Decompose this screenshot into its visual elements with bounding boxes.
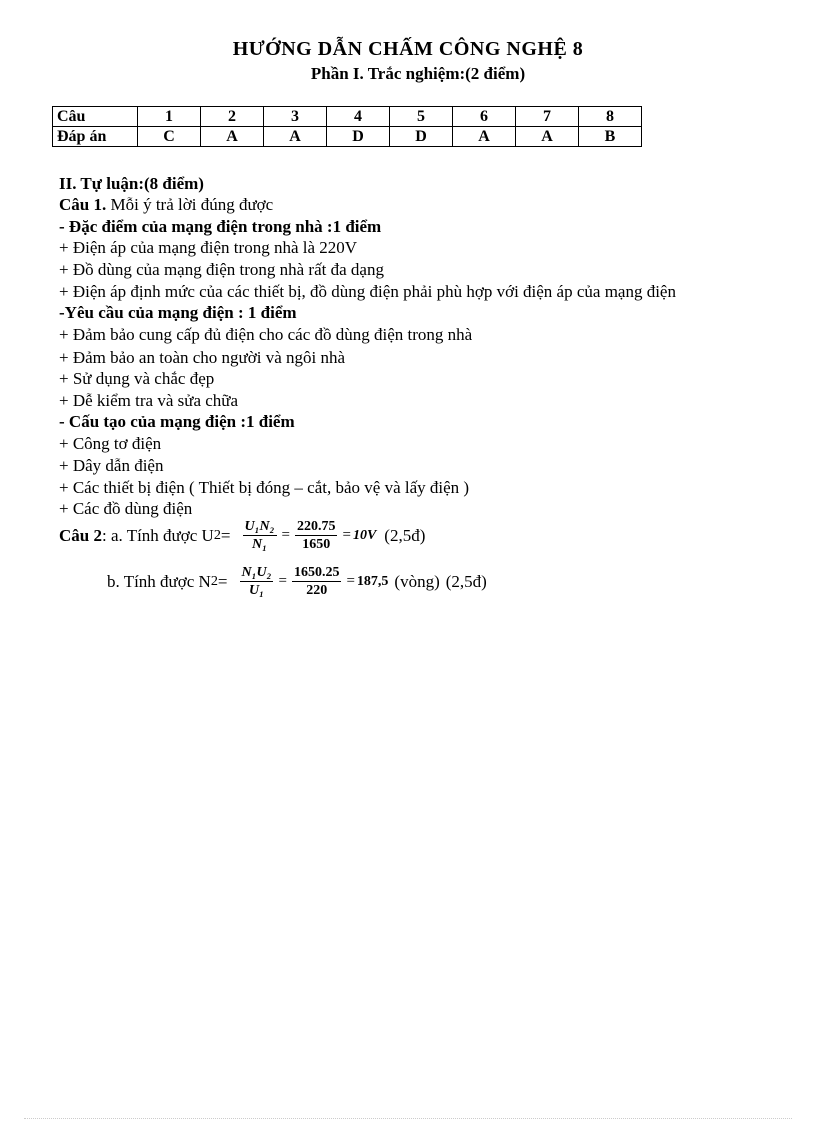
q2b-sub: 2: [210, 573, 218, 589]
q2b-score: (2,5đ): [445, 571, 487, 591]
list-item: + Điện áp của mạng điện trong nhà là 220V: [59, 238, 358, 257]
q2b-formula: [107, 564, 487, 599]
list-item: + Công tơ điện: [59, 434, 162, 453]
answer-cell: D: [390, 127, 453, 147]
question-cell: 3: [264, 107, 327, 127]
q2b-f2-den: 220: [306, 583, 328, 598]
q2a-f1-num: U₁N₂: [244, 519, 275, 534]
question-cell: 1: [138, 107, 201, 127]
answer-cell: A: [264, 127, 327, 147]
equals-sign: =: [346, 573, 355, 589]
q2b-fraction-numeric: [292, 564, 342, 599]
part2-title: II. Tự luận:(8 điểm): [59, 174, 204, 193]
answer-cell: C: [138, 127, 201, 147]
list-item: + Sử dụng và chắc đẹp: [59, 369, 215, 388]
q2a-f2-den: 1650: [302, 537, 331, 552]
q2b-prefix: b. Tính được N: [107, 571, 211, 591]
q2a-fraction-symbolic: [243, 518, 277, 553]
q2a-result: 10V: [352, 527, 377, 543]
list-item: + Dễ kiểm tra và sửa chữa: [59, 391, 239, 410]
q2b-eq: =: [217, 571, 228, 591]
question-row: [53, 107, 642, 127]
q1-intro: Mỗi ý trả lời đúng được: [106, 195, 274, 214]
list-item: + Đồ dùng của mạng điện trong nhà rất đa dạng: [59, 260, 384, 279]
question-cell: 8: [579, 107, 642, 127]
row-label-answer: Đáp án: [53, 127, 138, 147]
list-item: + Đảm bảo an toàn cho người và ngôi nhà: [59, 348, 346, 367]
question-cell: 4: [327, 107, 390, 127]
answer-row: [53, 127, 642, 147]
q2a-fraction-numeric: [295, 518, 338, 553]
q1-label: Câu 1.: [59, 195, 107, 214]
section-heading: - Đặc điểm của mạng điện trong nhà :1 điểm: [59, 217, 382, 236]
question-cell: 7: [516, 107, 579, 127]
question-cell: 6: [453, 107, 516, 127]
equals-sign: =: [278, 573, 287, 589]
answer-cell: A: [201, 127, 264, 147]
q2-label: Câu 2: [59, 525, 102, 545]
q2b-fraction-symbolic: [240, 564, 274, 599]
list-item: + Các thiết bị điện ( Thiết bị đóng – cắt, bảo vệ và lấy điện ): [59, 478, 470, 497]
q2a-score: (2,5đ): [384, 525, 426, 545]
q2b-f1-den: U₁: [248, 583, 264, 598]
section-heading: - Cấu tạo của mạng điện :1 điểm: [59, 412, 295, 431]
answer-table: [52, 106, 642, 147]
row-label-question: Câu: [53, 107, 138, 127]
list-item: + Dây dẫn điện: [59, 456, 164, 475]
equals-sign: =: [342, 527, 351, 543]
equals-sign: =: [281, 527, 290, 543]
list-item: + Các đồ dùng điện: [59, 499, 193, 518]
q2b-f1-num: N₁U₂: [241, 565, 272, 580]
answer-cell: A: [516, 127, 579, 147]
q1-heading: [59, 194, 273, 215]
section-heading: -Yêu cầu của mạng điện : 1 điểm: [59, 303, 297, 322]
q2b-f2-num: 1650.25: [293, 565, 340, 580]
list-item: + Đảm bảo cung cấp đủ điện cho các đồ dùng điện trong nhà: [59, 325, 473, 344]
answer-cell: A: [453, 127, 516, 147]
q2a-f2-num: 220.75: [296, 519, 336, 534]
answer-cell: B: [579, 127, 642, 147]
question-cell: 5: [390, 107, 453, 127]
part1-title: Phần I. Trắc nghiệm:(2 điểm): [310, 64, 526, 83]
q2b-unit: (vòng): [394, 571, 440, 591]
q2a-sub: 2: [213, 527, 221, 543]
answer-cell: D: [327, 127, 390, 147]
page-bottom-divider: [24, 1118, 792, 1119]
doc-title: HƯỚNG DẪN CHẤM CÔNG NGHỆ 8: [232, 38, 584, 60]
question-cell: 2: [201, 107, 264, 127]
q2a-f1-den: N₁: [252, 537, 267, 552]
q2a-eq: =: [220, 525, 231, 545]
q2a-prefix: : a. Tính được U: [101, 525, 214, 545]
list-item: + Điện áp định mức của các thiết bị, đồ dùng điện phải phù hợp với điện áp của mạng điện: [59, 282, 676, 301]
q2b-result: 187,5: [356, 573, 389, 589]
q2a-formula: [59, 518, 425, 553]
